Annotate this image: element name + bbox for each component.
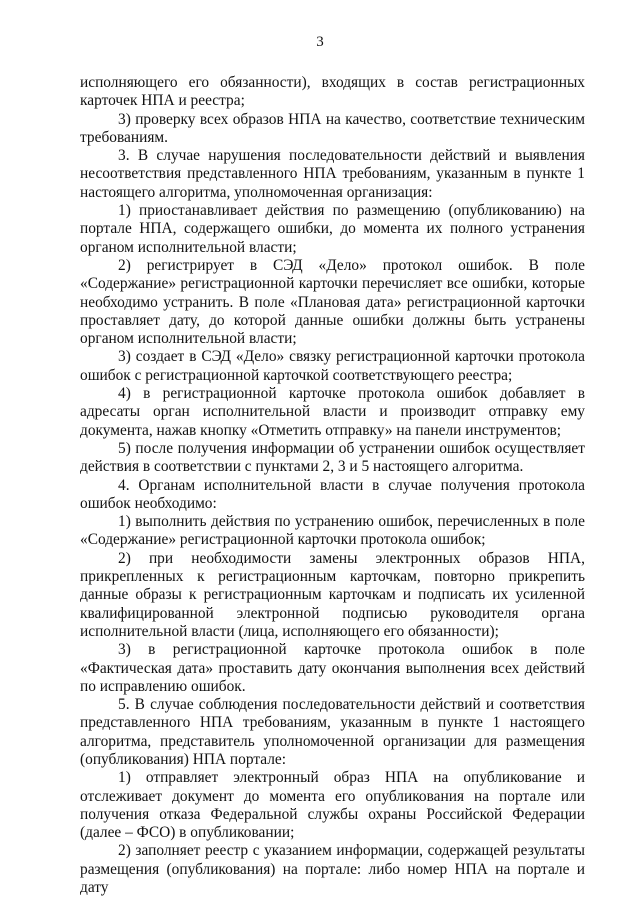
page-number: 3 bbox=[316, 34, 324, 50]
paragraph: 2) заполняет реестр с указанием информации, содержащей результаты размещения (опубликования) на портале: либо номер НПА на портале и дату bbox=[80, 842, 585, 897]
document-body bbox=[80, 74, 585, 897]
paragraph: 3) создает в СЭД «Дело» связку регистрационной карточки протокола ошибок с регистрационной карточкой соответствующего реестра; bbox=[80, 348, 585, 384]
paragraph: 4. Органам исполнительной власти в случае получения протокола ошибок необходимо: bbox=[80, 476, 585, 512]
paragraph: 5) после получения информации об устранении ошибок осуществляет действия в соответствии с пунктами 2, 3 и 5 настоящего алгоритма. bbox=[80, 439, 585, 476]
paragraph: 3) в регистрационной карточке протокола ошибок в поле «Фактическая дата» проставить дату окончания выполнения всех действий по исправлению ошибок. bbox=[80, 641, 585, 695]
paragraph: 3. В случае нарушения последовательности действий и выявления несоответствия представленного НПА требованиям, указанным в пункте 1 настоящего алгоритма, уполномоченная организация: bbox=[80, 147, 585, 201]
paragraph: 2) при необходимости замены электронных образов НПА, прикрепленных к регистрационным карточкам, повторно прикрепить данные образы к регистрационным карточкам и подписать их усиленной квалифицированной электронной подписью руководителя органа исполнительной власти (лица, исполняющего его обязанности); bbox=[80, 549, 585, 640]
paragraph: 5. В случае соблюдения последовательности действий и соответствия представленного НПА требованиям, указанным в пункте 1 настоящего алгоритма, представитель уполномоченной организации для размещения (опубликования) НПА портале: bbox=[80, 696, 585, 768]
paragraph: 4) в регистрационной карточке протокола ошибок добавляет в адресаты орган исполнительной власти и производит отправку ему документа, нажав кнопку «Отметить отправку» на панели инструментов; bbox=[80, 385, 585, 439]
paragraph: 1) приостанавливает действия по размещению (опубликованию) на портале НПА, содержащего ошибки, до момента их полного устранения органом исполнительной власти; bbox=[80, 202, 585, 256]
paragraph: 2) регистрирует в СЭД «Дело» протокол ошибок. В поле «Содержание» регистрационной карточки перечисляет все ошибки, которые необходимо устранить. В поле «Плановая дата» регистрационной карточки проставляет дату, до которой данные ошибки должны быть устранены органом исполнительной власти; bbox=[80, 256, 585, 348]
paragraph: исполняющего его обязанности), входящих в состав регистрационных карточек НПА и реестра; bbox=[80, 74, 585, 110]
paragraph: 3) проверку всех образов НПА на качество, соответствие техническим требованиям. bbox=[80, 110, 585, 146]
paragraph: 1) отправляет электронный образ НПА на опубликование и отслеживает документ до момента его опубликования на портале или получения отказа Федеральной службы охраны Российской Федерации (далее – ФСО) в опубликовании; bbox=[80, 769, 585, 842]
paragraph: 1) выполнить действия по устранению ошибок, перечисленных в поле «Содержание» регистрационной карточки протокола ошибок; bbox=[80, 513, 585, 549]
